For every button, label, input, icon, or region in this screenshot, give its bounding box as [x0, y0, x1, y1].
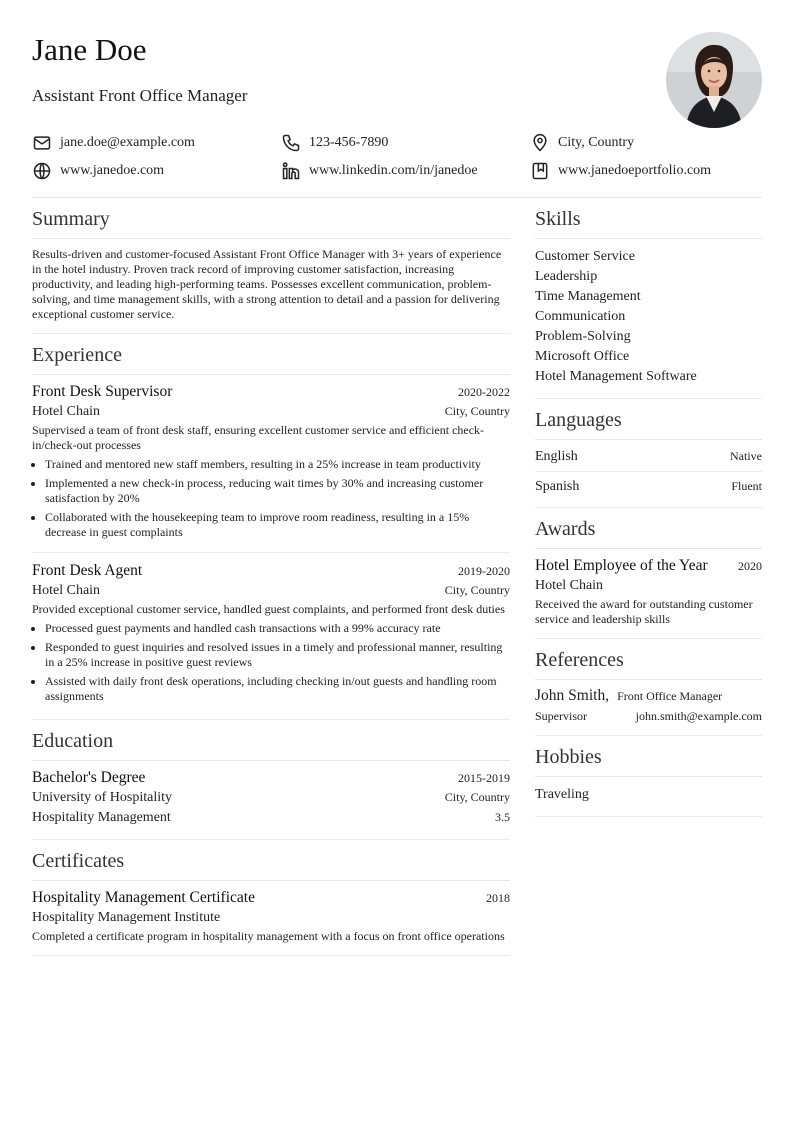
candidate-name: Jane Doe [32, 32, 147, 67]
field-of-study: Hospitality Management [32, 810, 171, 825]
job-location: City, Country [444, 583, 510, 597]
award-title: Hotel Employee of the Year [535, 557, 708, 574]
reference-name: John Smith, [535, 687, 610, 704]
certificate-name: Hospitality Management Certificate [32, 889, 255, 906]
reference-relation: Supervisor [535, 709, 587, 723]
job-achievements [32, 457, 510, 540]
linkedin-text: www.linkedin.com/in/janedoe [309, 162, 478, 178]
mail-icon [32, 133, 52, 153]
job-title: Front Desk Agent [32, 562, 143, 579]
experience-heading: Experience [32, 342, 510, 375]
job-achievements [32, 621, 510, 704]
languages-section [535, 407, 762, 508]
references-section [535, 647, 762, 736]
contact-location [530, 133, 762, 152]
language-name: English [535, 449, 578, 464]
reference-position: Front Office Manager [617, 689, 723, 703]
language-name: Spanish [535, 479, 580, 494]
language-item [535, 471, 762, 501]
contact-email[interactable] [32, 133, 281, 152]
reference-email[interactable]: john.smith@example.com [635, 709, 762, 723]
skill-item: Customer Service [535, 249, 635, 264]
hobbies-heading: Hobbies [535, 744, 762, 777]
summary-text: Results-driven and customer-focused Assistant Front Office Manager with 3+ years of experience in the hotel industry. Proven track record of improving customer satisfaction, increasing productivity, and leading high-performing teams. Possesses excellent communication, problem-solving, and time management skills, with a strong attention to detail and a passion for delivering exceptional customer service. [32, 247, 502, 321]
degree-name: Bachelor's Degree [32, 769, 146, 786]
school-location: City, Country [444, 790, 510, 804]
language-level: Native [730, 449, 762, 463]
award-organization: Hotel Chain [535, 578, 604, 593]
candidate-title: Assistant Front Office Manager [32, 86, 248, 105]
award-description: Received the award for outstanding customer service and leadership skills [535, 597, 753, 626]
skill-item: Microsoft Office [535, 349, 630, 364]
achievement-item: • Trained and mentored new staff members, resulting in a 25% increase in team productivity [45, 457, 510, 472]
left-column [32, 198, 510, 956]
globe-icon [32, 161, 52, 181]
achievement-item: • Processed guest payments and handled cash transactions with a 99% accuracy rate [45, 621, 510, 636]
certificate-description: Completed a certificate program in hospitality management with a focus on front office operations [32, 929, 505, 943]
certificate-year: 2018 [486, 891, 510, 905]
company-name: Hotel Chain [32, 404, 101, 419]
gpa-value: 3.5 [495, 810, 510, 824]
experience-section [32, 342, 510, 720]
resume-body [32, 198, 762, 956]
contact-linkedin[interactable] [281, 161, 530, 180]
achievement-item: • Responded to guest inquiries and resolved issues in a timely and professional manner, resulting in a 25% increase in positive guest reviews [45, 640, 510, 670]
skills-heading: Skills [535, 206, 762, 239]
skills-section [535, 206, 762, 399]
achievement-item: • Collaborated with the housekeeping team to improve room readiness, resulting in a 15% decrease in guest complaints [45, 510, 510, 540]
resume-header [32, 32, 762, 132]
education-dates: 2015-2019 [458, 771, 510, 785]
contact-website[interactable] [32, 161, 281, 180]
school-name: University of Hospitality [32, 790, 172, 805]
job-description: Provided exceptional customer service, handled guest complaints, and performed front desk duties [32, 602, 505, 616]
award-year: 2020 [738, 559, 762, 573]
summary-section [32, 206, 510, 334]
summary-heading: Summary [32, 206, 510, 239]
certificates-heading: Certificates [32, 848, 510, 881]
job-title: Front Desk Supervisor [32, 383, 173, 400]
linkedin-icon [281, 161, 301, 181]
job-location: City, Country [444, 404, 510, 418]
portfolio-icon [530, 161, 550, 181]
company-name: Hotel Chain [32, 583, 101, 598]
phone-text: 123-456-7890 [309, 134, 389, 150]
achievement-item: • Implemented a new check-in process, reducing wait times by 30% and increasing customer satisfaction by 20% [45, 476, 510, 506]
job-dates: 2019-2020 [458, 564, 510, 578]
awards-section [535, 516, 762, 639]
job-description: Supervised a team of front desk staff, ensuring excellent customer service and efficient check-in/check-out processes [32, 423, 485, 452]
education-heading: Education [32, 728, 510, 761]
awards-heading: Awards [535, 516, 762, 549]
certificate-issuer: Hospitality Management Institute [32, 910, 221, 925]
experience-item [32, 382, 510, 540]
contact-info [32, 133, 762, 180]
website-text: www.janedoe.com [60, 162, 165, 178]
language-level: Fluent [731, 479, 762, 493]
skill-item: Communication [535, 309, 626, 324]
skill-item: Time Management [535, 289, 641, 304]
references-heading: References [535, 647, 762, 680]
phone-icon [281, 133, 301, 153]
education-section [32, 728, 510, 840]
skill-item: Leadership [535, 269, 598, 284]
certificates-section [32, 848, 510, 956]
location-text: City, Country [558, 134, 635, 150]
achievement-item: • Assisted with daily front desk operations, including checking in/out guests and handling room assignments [45, 674, 510, 704]
hobbies-section [535, 744, 762, 817]
experience-item [32, 552, 510, 704]
portfolio-text: www.janedoeportfolio.com [558, 162, 712, 178]
skill-item: Hotel Management Software [535, 369, 697, 384]
languages-heading: Languages [535, 407, 762, 440]
email-text: jane.doe@example.com [60, 134, 195, 150]
contact-phone[interactable] [281, 133, 530, 152]
hobby-item: Traveling [535, 787, 589, 802]
job-dates: 2020-2022 [458, 385, 510, 399]
language-item [535, 442, 762, 471]
location-icon [530, 133, 550, 153]
right-column [535, 198, 762, 956]
skill-item: Problem-Solving [535, 329, 631, 344]
contact-portfolio[interactable] [530, 161, 762, 180]
profile-photo [666, 32, 762, 128]
